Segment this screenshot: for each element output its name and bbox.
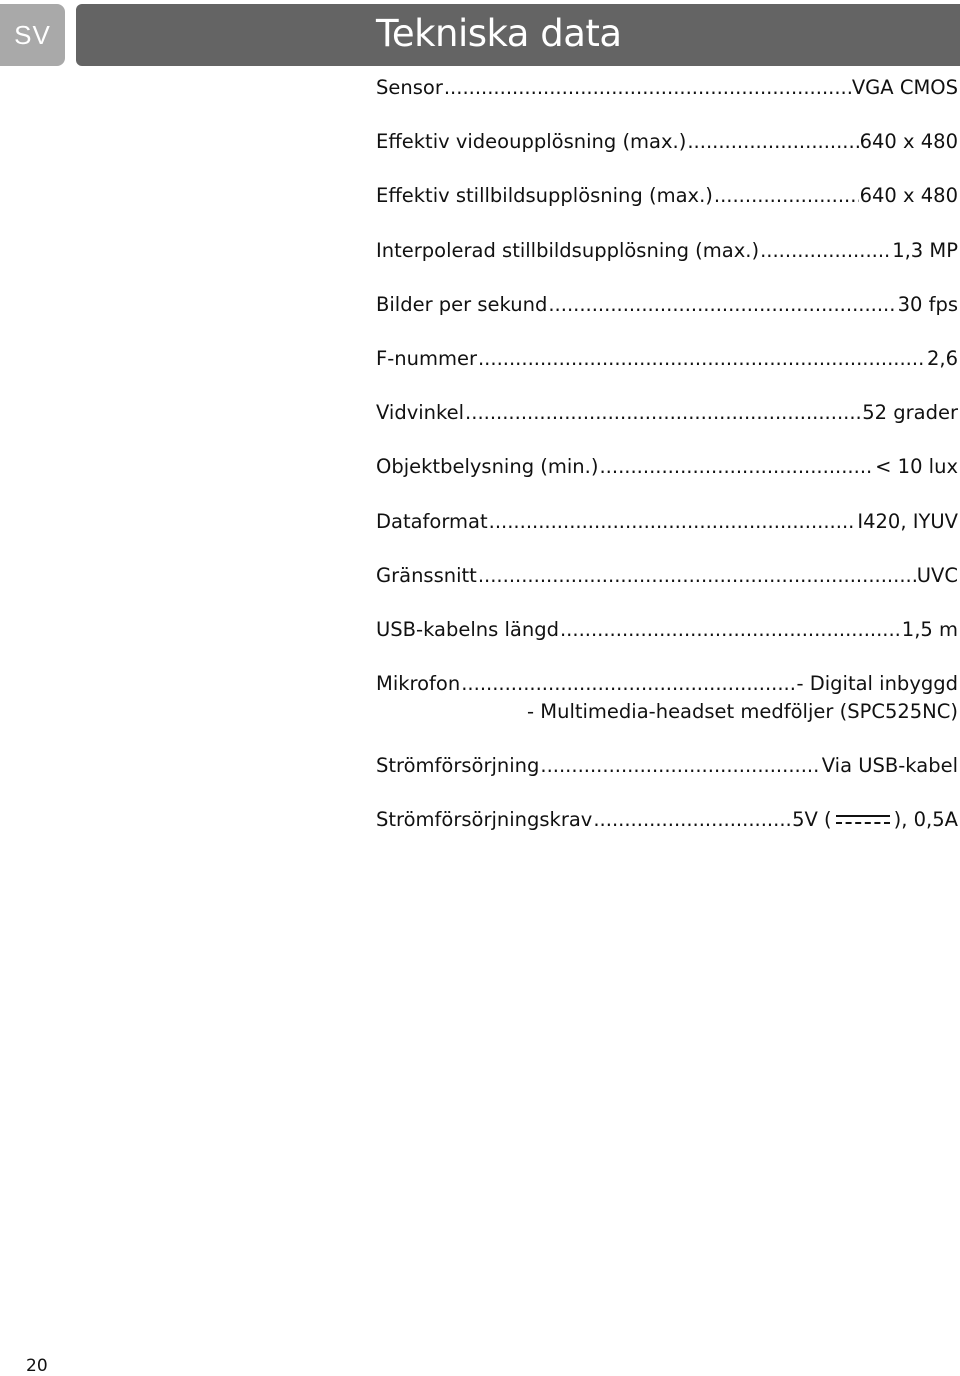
spec-value-second-line: - Multimedia-headset medföljer (SPC525NC) [527, 700, 958, 724]
leader-dots [478, 345, 926, 373]
spec-row-microphone [376, 670, 958, 752]
spec-value: VGA CMOS [851, 76, 958, 99]
spec-row-f-number [376, 345, 958, 399]
spec-value: 1,5 m [901, 617, 958, 641]
spec-label: Effektiv videoupplösning (max.) [376, 130, 687, 154]
spec-value: 640 x 480 [859, 184, 958, 208]
spec-value: Via USB-kabel [821, 753, 958, 777]
spec-value: 2,6 [926, 346, 958, 370]
spec-value [792, 806, 958, 834]
title-bar [76, 4, 960, 66]
leader-dots [593, 806, 791, 834]
spec-row-interpolated-resolution [376, 237, 958, 291]
spec-value: 30 fps [897, 292, 958, 316]
leader-dots [599, 453, 874, 481]
leader-dots [540, 752, 820, 780]
spec-value: 52 grader [862, 401, 958, 425]
spec-row-power-supply [376, 752, 958, 806]
leader-dots [478, 562, 916, 590]
page-title: Tekniska data [376, 12, 622, 55]
spec-value: I420, IYUV [857, 509, 958, 533]
spec-value: UVC [916, 563, 958, 587]
spec-value: < 10 lux [875, 455, 958, 479]
spec-label: Interpolerad stillbildsupplösning (max.) [376, 238, 760, 262]
spec-label: Mikrofon [376, 672, 461, 696]
spec-row-video-resolution [376, 128, 958, 182]
spec-label: Effektiv stillbildsupplösning (max.) [376, 184, 713, 208]
spec-list [376, 74, 958, 860]
spec-row-cable-length [376, 616, 958, 670]
spec-row-power-requirements [376, 806, 958, 860]
spec-row-illumination [376, 453, 958, 507]
leader-dots [548, 291, 896, 319]
spec-row-frame-rate [376, 291, 958, 345]
spec-row-view-angle [376, 399, 958, 453]
spec-label: Gränssnitt [376, 563, 477, 587]
spec-label: Bilder per sekund [376, 292, 548, 316]
direct-current-icon [834, 812, 892, 828]
leader-dots [444, 74, 851, 102]
spec-row-sensor [376, 74, 958, 128]
spec-value-suffix: ), 0,5A [893, 807, 958, 831]
leader-dots [714, 182, 859, 210]
spec-label: F-nummer [376, 346, 477, 370]
spec-label: USB-kabelns längd [376, 617, 559, 641]
spec-label: Dataformat [376, 509, 488, 533]
spec-label: Strömförsörjningskrav [376, 807, 593, 831]
spec-value: 640 x 480 [859, 130, 958, 154]
page-number: 20 [26, 1356, 48, 1376]
leader-dots [760, 237, 891, 265]
leader-dots [560, 616, 901, 644]
spec-label: Sensor [376, 76, 443, 99]
language-tab: SV [0, 4, 65, 66]
spec-label: Objektbelysning (min.) [376, 455, 599, 479]
spec-label: Vidvinkel [376, 401, 465, 425]
spec-value: 1,3 MP [892, 238, 958, 262]
spec-label: Strömförsörjning [376, 753, 540, 777]
leader-dots [489, 508, 857, 536]
leader-dots [465, 399, 861, 427]
spec-value-prefix: 5V ( [792, 807, 832, 831]
leader-dots [461, 670, 795, 698]
spec-row-still-resolution [376, 182, 958, 236]
spec-row-interface [376, 562, 958, 616]
leader-dots [687, 128, 858, 156]
spec-value: - Digital inbyggd [796, 672, 958, 696]
spec-row-data-format [376, 508, 958, 562]
